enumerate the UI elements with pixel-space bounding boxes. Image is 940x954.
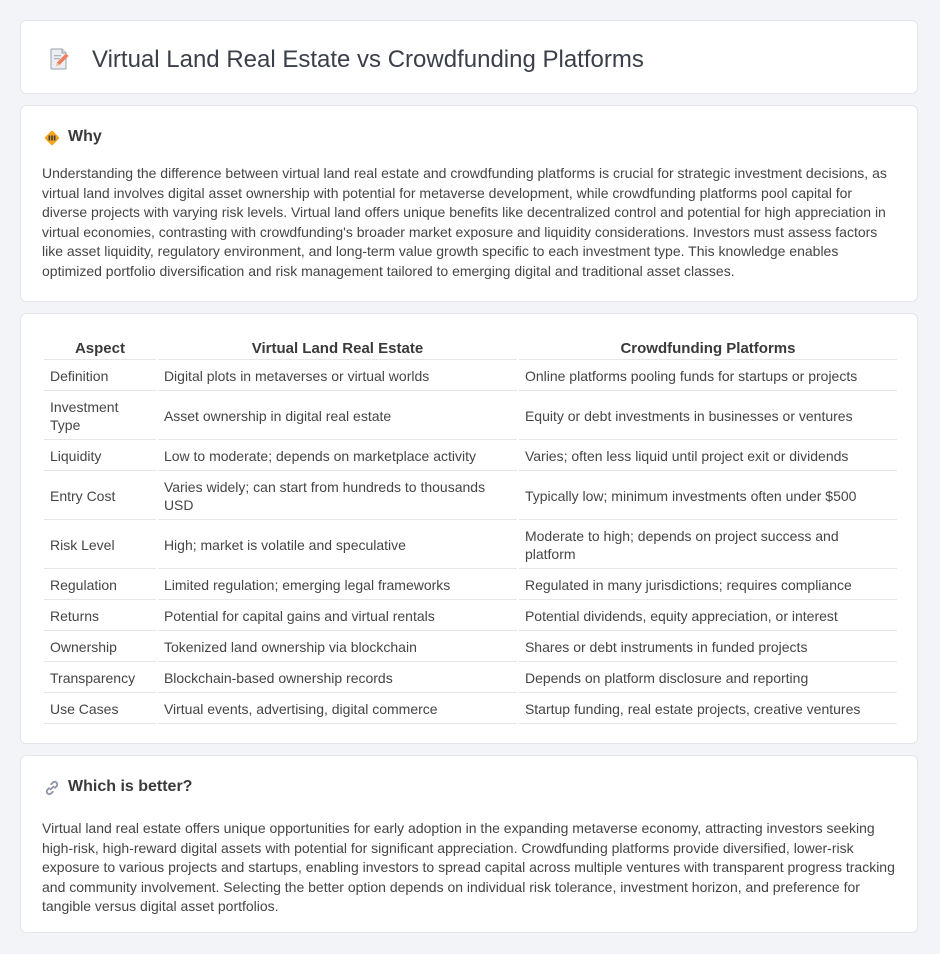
table-header-row [44, 335, 897, 360]
which-is-better-section [20, 755, 918, 933]
header-crowdfunding: Crowdfunding Platforms [519, 335, 897, 360]
aspect-cell: Risk Level [44, 520, 156, 569]
table-row [44, 471, 897, 520]
table-row [44, 520, 897, 569]
aspect-cell: Definition [44, 360, 156, 391]
table-row [44, 440, 897, 471]
virtual-land-cell: Asset ownership in digital real estate [158, 391, 517, 440]
crowdfunding-cell: Shares or debt instruments in funded projects [519, 631, 897, 662]
better-heading: Which is better? [68, 778, 193, 795]
aspect-cell: Use Cases [44, 693, 156, 724]
comparison-section [20, 313, 918, 744]
crowdfunding-cell: Typically low; minimum investments often under $500 [519, 471, 897, 520]
virtual-land-cell: High; market is volatile and speculative [158, 520, 517, 569]
crowdfunding-cell: Moderate to high; depends on project success and platform [519, 520, 897, 569]
construction-sign-icon [43, 129, 61, 147]
header-virtual-land: Virtual Land Real Estate [158, 335, 517, 360]
crowdfunding-cell: Potential dividends, equity appreciation, or interest [519, 600, 897, 631]
why-section [20, 105, 918, 302]
table-row [44, 693, 897, 724]
crowdfunding-cell: Regulated in many jurisdictions; requires compliance [519, 569, 897, 600]
virtual-land-cell: Potential for capital gains and virtual rentals [158, 600, 517, 631]
page-title: Virtual Land Real Estate vs Crowdfunding Platforms [92, 46, 644, 73]
virtual-land-cell: Varies widely; can start from hundreds to thousands USD [158, 471, 517, 520]
table-row [44, 631, 897, 662]
virtual-land-cell: Low to moderate; depends on marketplace activity [158, 440, 517, 471]
comparison-table [42, 335, 899, 724]
aspect-cell: Ownership [44, 631, 156, 662]
crowdfunding-cell: Depends on platform disclosure and reporting [519, 662, 897, 693]
aspect-cell: Regulation [44, 569, 156, 600]
crowdfunding-cell: Equity or debt investments in businesses or ventures [519, 391, 897, 440]
table-row [44, 391, 897, 440]
crowdfunding-cell: Startup funding, real estate projects, creative ventures [519, 693, 897, 724]
aspect-cell: Entry Cost [44, 471, 156, 520]
aspect-cell: Returns [44, 600, 156, 631]
document-edit-icon [47, 47, 71, 71]
virtual-land-cell: Digital plots in metaverses or virtual worlds [158, 360, 517, 391]
link-icon [43, 779, 61, 797]
table-row [44, 600, 897, 631]
aspect-cell: Transparency [44, 662, 156, 693]
better-text: Virtual land real estate offers unique opportunities for early adoption in the expanding metaverse economy, attracting investors seeking high-risk, high-reward digital assets with potential for significant appreciation. Crowdfunding platforms provide diversified, lower-risk exposure to various projects and startups, enabling investors to spread capital across multiple ventures with transparent progress tracking and community involvement. Selecting the better option depends on individual risk tolerance, investment horizon, and preference for tangible versus digital asset portfolios. [42, 820, 895, 914]
aspect-cell: Investment Type [44, 391, 156, 440]
virtual-land-cell: Tokenized land ownership via blockchain [158, 631, 517, 662]
crowdfunding-cell: Varies; often less liquid until project exit or dividends [519, 440, 897, 471]
crowdfunding-cell: Online platforms pooling funds for startups or projects [519, 360, 897, 391]
aspect-cell: Liquidity [44, 440, 156, 471]
virtual-land-cell: Blockchain-based ownership records [158, 662, 517, 693]
table-row [44, 360, 897, 391]
table-row [44, 662, 897, 693]
table-row [44, 569, 897, 600]
why-text: Understanding the difference between virtual land real estate and crowdfunding platforms is crucial for strategic investment decisions, as virtual land involves digital asset ownership with potential for metaverse development, while crowdfunding platforms pool capital for diverse projects with varying risk levels. Virtual land offers unique benefits like decentralized control and potential for high appreciation in virtual economies, contrasting with crowdfunding's broader market exposure and liquidity considerations. Investors must assess factors like asset liquidity, regulatory environment, and long-term value growth specific to each investment type. This knowledge enables optimized portfolio diversification and risk management tailored to emerging digital and traditional asset classes. [42, 165, 887, 279]
virtual-land-cell: Virtual events, advertising, digital commerce [158, 693, 517, 724]
why-heading: Why [68, 128, 102, 145]
virtual-land-cell: Limited regulation; emerging legal frameworks [158, 569, 517, 600]
header-aspect: Aspect [44, 335, 156, 360]
title-card [20, 20, 918, 94]
